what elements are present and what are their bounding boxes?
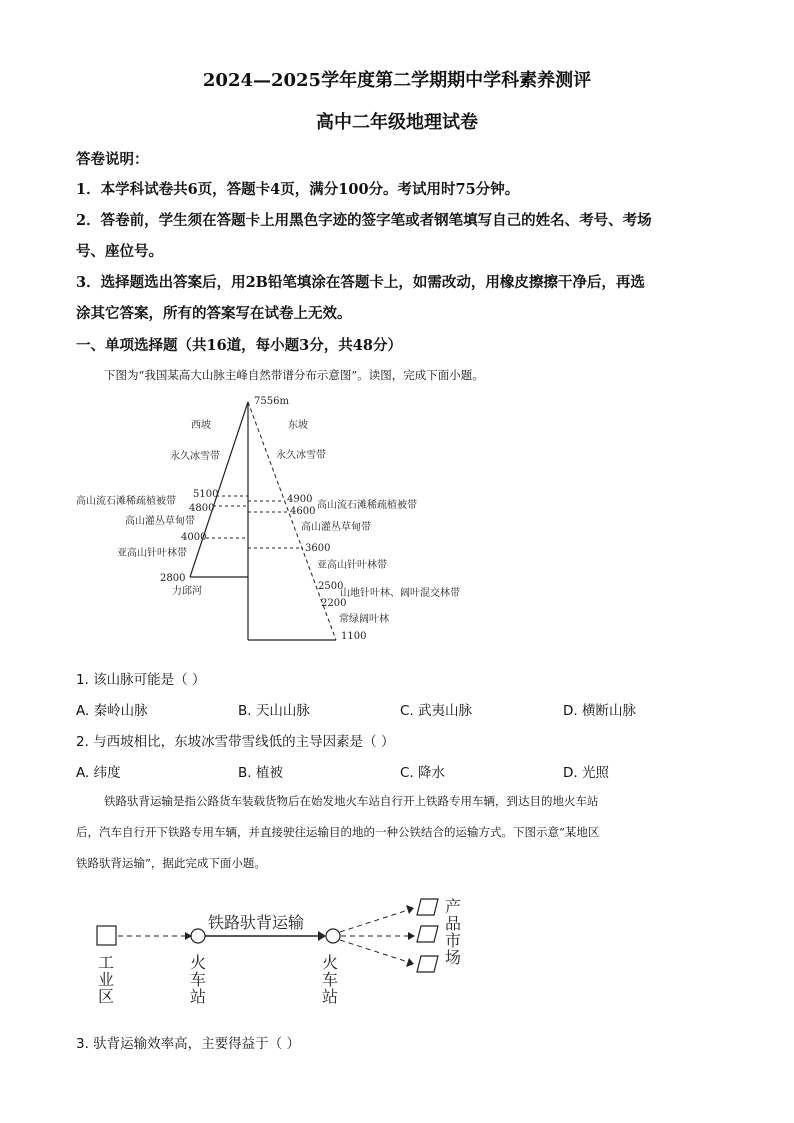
east-elev-1100: 1100 <box>341 631 367 642</box>
east-alpine-sparse-label: 高山流石滩稀疏植被带 <box>317 500 417 511</box>
question-1-option-c[interactable]: C. 武夷山脉 <box>400 703 473 719</box>
arrow-head-2b <box>408 932 415 940</box>
east-slope-label: 东坡 <box>288 420 308 431</box>
question-1-option-a[interactable]: A. 秦岭山脉 <box>76 703 148 719</box>
arrow-head-2a <box>406 905 414 914</box>
passage2-line3: 铁路驮背运输”，据此完成下面小题。 <box>76 856 266 870</box>
question-2-option-c[interactable]: C. 降水 <box>400 765 446 781</box>
question-2-option-a[interactable]: A. 纬度 <box>76 765 121 781</box>
instruction-2-line1: 2．答卷前，学生须在答题卡上用黑色字迹的签字笔或者钢笔填写自己的姓名、考号、考场 <box>76 212 652 229</box>
arrow-head-rail <box>318 931 326 941</box>
mountain-zonation-diagram <box>0 388 520 648</box>
piggyback-transport-diagram <box>0 888 500 1008</box>
arrow-head-2c <box>406 958 414 967</box>
instruction-3-line2: 涂其它答案，所有的答案写在试卷上无效。 <box>76 305 352 322</box>
passage2-line1: 铁路驮背运输是指公路货车装载货物后在始发地火车站自行开上铁路专用车辆，到达目的地火车站 <box>104 794 599 808</box>
instruction-1: 1．本学科试卷共6页，答题卡4页，满分100分。考试用时75分钟。 <box>76 181 520 198</box>
instruction-3-line1: 3．选择题选出答案后，用2B铅笔填涂在答题卡上，如需改动，用橡皮擦擦干净后，再选 <box>76 274 645 291</box>
rail-transport-label: 铁路驮背运输 <box>208 913 305 932</box>
west-subalpine-label: 亚高山针叶林带 <box>117 548 187 559</box>
east-mixed-forest-label: 山地针叶林、阔叶混交林带 <box>340 588 460 599</box>
west-slope-label: 西坡 <box>191 420 211 431</box>
question-2-option-b[interactable]: B. 植被 <box>238 765 283 781</box>
station2-circle <box>326 929 340 943</box>
exam-title: 2024—2025学年度第二学期期中学科素养测评 <box>202 70 592 91</box>
station1-circle <box>191 929 205 943</box>
east-subalpine-label: 亚高山针叶林带 <box>317 560 387 571</box>
east-evergreen-label: 常绿阔叶林 <box>339 614 389 625</box>
question-3-stem: 3. 驮背运输效率高，主要得益于（ ） <box>76 1036 300 1052</box>
truck-route-dashed-2c <box>340 940 408 962</box>
west-snow-label: 永久冰雪带 <box>170 451 220 462</box>
station1-char-1: 火 <box>190 953 207 972</box>
station2-char-1: 火 <box>322 953 339 972</box>
east-elev-4900: 4900 <box>287 494 313 505</box>
station2-char-2: 车 <box>322 970 339 989</box>
west-alpine-sparse-label: 高山流石滩稀疏植被带 <box>76 496 176 507</box>
market-char-3: 市 <box>445 931 462 950</box>
summit-elevation: 7556m <box>254 396 289 407</box>
east-elev-4600: 4600 <box>290 506 316 517</box>
east-elev-2500: 2500 <box>318 581 344 592</box>
truck-route-dashed-2a <box>340 910 408 932</box>
market-char-1: 产 <box>445 897 462 916</box>
source-char-1: 工 <box>98 953 115 972</box>
market-char-2: 品 <box>445 914 462 933</box>
east-elev-2200: 2200 <box>321 598 347 609</box>
east-alpine-shrub-label: 高山灌丛草甸带 <box>301 522 371 533</box>
instruction-2-line2: 号、座位号。 <box>76 243 163 260</box>
question-2-stem: 2. 与西坡相比，东坡冰雪带雪线低的主导因素是（ ） <box>76 734 395 750</box>
west-elev-2800: 2800 <box>160 573 186 584</box>
west-elev-4800: 4800 <box>189 503 215 514</box>
east-elev-3600: 3600 <box>305 543 331 554</box>
exam-subtitle: 高中二年级地理试卷 <box>316 112 478 133</box>
market-char-4: 场 <box>445 948 462 967</box>
source-char-2: 业 <box>98 970 115 989</box>
section-heading: 一、单项选择题（共16道，每小题3分，共48分） <box>76 337 402 354</box>
source-char-3: 区 <box>98 987 115 1006</box>
diagram1-intro: 下图为“我国某高大山脉主峰自然带谱分布示意图”。读图，完成下面小题。 <box>104 368 484 382</box>
question-1-option-d[interactable]: D. 横断山脉 <box>563 703 636 719</box>
market-box-2 <box>417 926 438 942</box>
market-box-3 <box>417 956 438 972</box>
station2-char-3: 站 <box>322 987 339 1006</box>
market-box-1 <box>417 899 438 915</box>
station1-char-3: 站 <box>190 987 207 1006</box>
west-elev-4000: 4000 <box>181 532 207 543</box>
passage2-line2: 后，汽车自行开下铁路专用车辆，并直接驶往运输目的地的一种公铁结合的运输方式。下图示意“某地区 <box>76 825 600 839</box>
east-snow-label: 永久冰雪带 <box>276 450 326 461</box>
industrial-zone-box <box>97 926 116 945</box>
question-2-option-d[interactable]: D. 光照 <box>563 765 609 781</box>
instructions-heading: 答卷说明： <box>76 151 149 168</box>
question-1-stem: 1. 该山脉可能是（ ） <box>76 672 206 688</box>
west-river-label: 力邱河 <box>172 586 202 597</box>
question-1-option-b[interactable]: B. 天山山脉 <box>238 703 310 719</box>
west-elev-5100: 5100 <box>193 489 219 500</box>
station1-char-2: 车 <box>190 970 207 989</box>
west-alpine-shrub-label: 高山灌丛草甸带 <box>125 516 195 527</box>
